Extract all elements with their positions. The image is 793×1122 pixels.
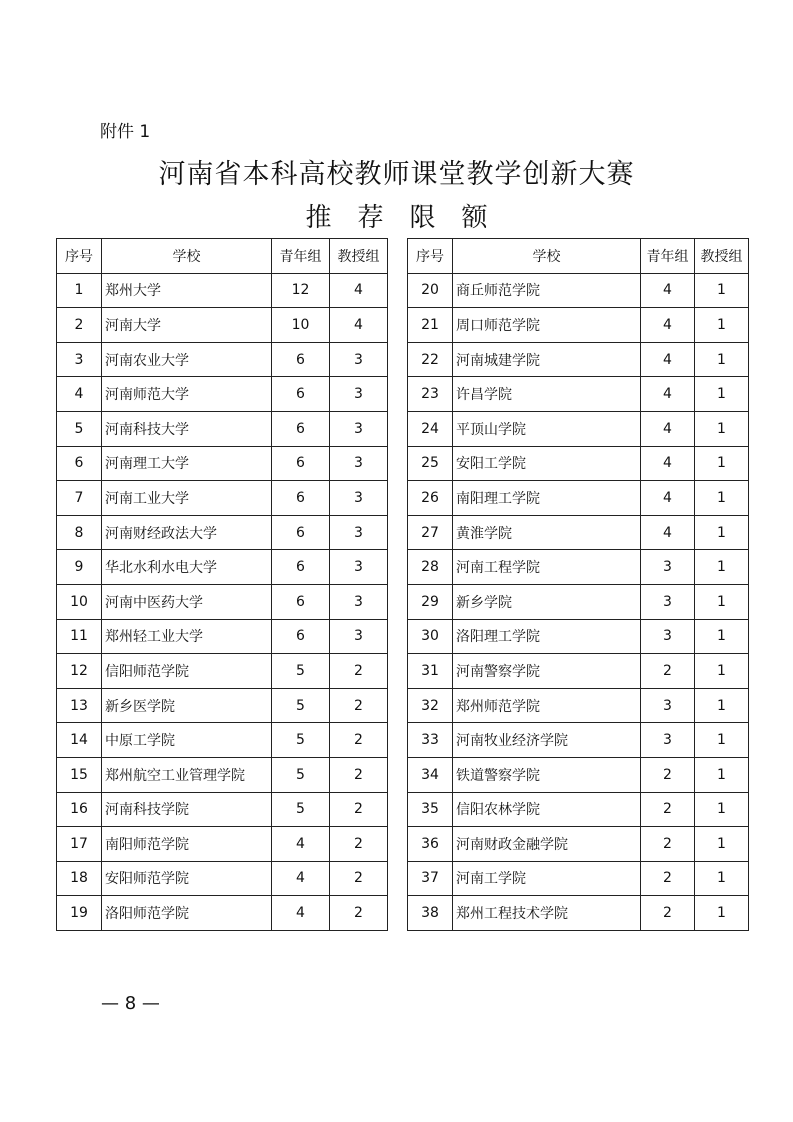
cell-youth: 5 <box>272 792 330 827</box>
table-row <box>408 792 749 827</box>
header-youth: 青年组 <box>272 239 330 274</box>
cell-school: 河南工学院 <box>453 861 641 896</box>
table-row <box>57 757 388 792</box>
cell-youth: 2 <box>641 654 695 689</box>
table-row <box>408 723 749 758</box>
cell-professor: 2 <box>330 688 388 723</box>
cell-index: 38 <box>408 896 453 931</box>
cell-school: 河南科技大学 <box>102 411 272 446</box>
cell-school: 安阳师范学院 <box>102 861 272 896</box>
cell-index: 15 <box>57 757 102 792</box>
cell-professor: 3 <box>330 411 388 446</box>
cell-school: 河南城建学院 <box>453 342 641 377</box>
cell-school: 河南农业大学 <box>102 342 272 377</box>
cell-youth: 4 <box>641 273 695 308</box>
cell-school: 郑州大学 <box>102 273 272 308</box>
table-row <box>57 827 388 862</box>
cell-index: 17 <box>57 827 102 862</box>
cell-index: 9 <box>57 550 102 585</box>
cell-professor: 1 <box>695 308 749 343</box>
cell-youth: 4 <box>641 411 695 446</box>
cell-professor: 3 <box>330 481 388 516</box>
cell-youth: 4 <box>641 446 695 481</box>
table-row <box>57 342 388 377</box>
cell-index: 2 <box>57 308 102 343</box>
quota-table-right <box>407 238 749 931</box>
cell-school: 河南财经政法大学 <box>102 515 272 550</box>
cell-youth: 6 <box>272 377 330 412</box>
table-row <box>57 377 388 412</box>
document-title: 河南省本科高校教师课堂教学创新大赛 <box>158 159 635 190</box>
cell-school: 华北水利水电大学 <box>102 550 272 585</box>
cell-professor: 1 <box>695 688 749 723</box>
cell-youth: 6 <box>272 446 330 481</box>
cell-youth: 4 <box>272 827 330 862</box>
cell-youth: 2 <box>641 861 695 896</box>
cell-school: 安阳工学院 <box>453 446 641 481</box>
table-row <box>408 308 749 343</box>
cell-school: 中原工学院 <box>102 723 272 758</box>
cell-professor: 1 <box>695 723 749 758</box>
cell-professor: 1 <box>695 757 749 792</box>
cell-professor: 1 <box>695 550 749 585</box>
cell-professor: 1 <box>695 654 749 689</box>
cell-youth: 3 <box>641 688 695 723</box>
cell-professor: 2 <box>330 792 388 827</box>
cell-index: 30 <box>408 619 453 654</box>
cell-index: 8 <box>57 515 102 550</box>
cell-index: 19 <box>57 896 102 931</box>
table-row <box>57 515 388 550</box>
cell-professor: 4 <box>330 273 388 308</box>
header-school: 学校 <box>102 239 272 274</box>
cell-index: 22 <box>408 342 453 377</box>
cell-school: 洛阳师范学院 <box>102 896 272 931</box>
cell-youth: 4 <box>641 342 695 377</box>
cell-index: 27 <box>408 515 453 550</box>
cell-professor: 3 <box>330 619 388 654</box>
table-body-right <box>408 273 749 930</box>
cell-professor: 1 <box>695 377 749 412</box>
table-header-row <box>57 239 388 274</box>
cell-youth: 6 <box>272 550 330 585</box>
cell-professor: 3 <box>330 342 388 377</box>
cell-youth: 2 <box>641 827 695 862</box>
table-row <box>57 723 388 758</box>
cell-index: 34 <box>408 757 453 792</box>
table-row <box>408 273 749 308</box>
cell-school: 郑州师范学院 <box>453 688 641 723</box>
table-row <box>57 654 388 689</box>
cell-index: 6 <box>57 446 102 481</box>
cell-youth: 3 <box>641 550 695 585</box>
cell-school: 商丘师范学院 <box>453 273 641 308</box>
table-row <box>57 896 388 931</box>
cell-professor: 3 <box>330 515 388 550</box>
table-row <box>57 481 388 516</box>
cell-youth: 6 <box>272 584 330 619</box>
cell-professor: 1 <box>695 792 749 827</box>
cell-professor: 1 <box>695 584 749 619</box>
cell-professor: 1 <box>695 827 749 862</box>
cell-professor: 1 <box>695 411 749 446</box>
cell-youth: 3 <box>641 723 695 758</box>
table-row <box>57 861 388 896</box>
cell-index: 1 <box>57 273 102 308</box>
header-professor: 教授组 <box>330 239 388 274</box>
cell-youth: 4 <box>272 896 330 931</box>
table-body-left <box>57 273 388 930</box>
table-row <box>408 757 749 792</box>
cell-school: 郑州航空工业管理学院 <box>102 757 272 792</box>
cell-school: 河南中医药大学 <box>102 584 272 619</box>
cell-index: 3 <box>57 342 102 377</box>
cell-index: 16 <box>57 792 102 827</box>
cell-index: 21 <box>408 308 453 343</box>
cell-school: 新乡医学院 <box>102 688 272 723</box>
cell-youth: 4 <box>272 861 330 896</box>
cell-index: 31 <box>408 654 453 689</box>
cell-youth: 6 <box>272 411 330 446</box>
cell-youth: 4 <box>641 377 695 412</box>
cell-professor: 2 <box>330 896 388 931</box>
table-row <box>408 515 749 550</box>
cell-school: 许昌学院 <box>453 377 641 412</box>
cell-index: 29 <box>408 584 453 619</box>
cell-school: 河南财政金融学院 <box>453 827 641 862</box>
document-subtitle: 推荐限额 <box>305 203 514 233</box>
cell-index: 37 <box>408 861 453 896</box>
header-professor: 教授组 <box>695 239 749 274</box>
table-row <box>408 411 749 446</box>
cell-index: 20 <box>408 273 453 308</box>
table-row <box>408 481 749 516</box>
cell-school: 新乡学院 <box>453 584 641 619</box>
cell-youth: 4 <box>641 308 695 343</box>
table-row <box>57 584 388 619</box>
cell-index: 36 <box>408 827 453 862</box>
cell-professor: 2 <box>330 723 388 758</box>
cell-youth: 2 <box>641 757 695 792</box>
cell-youth: 2 <box>641 792 695 827</box>
cell-index: 7 <box>57 481 102 516</box>
cell-youth: 5 <box>272 757 330 792</box>
cell-index: 28 <box>408 550 453 585</box>
cell-professor: 1 <box>695 342 749 377</box>
cell-index: 10 <box>57 584 102 619</box>
table-row <box>57 688 388 723</box>
cell-index: 32 <box>408 688 453 723</box>
cell-school: 周口师范学院 <box>453 308 641 343</box>
cell-school: 黄淮学院 <box>453 515 641 550</box>
cell-youth: 6 <box>272 619 330 654</box>
cell-school: 铁道警察学院 <box>453 757 641 792</box>
cell-index: 18 <box>57 861 102 896</box>
cell-index: 4 <box>57 377 102 412</box>
table-row <box>57 411 388 446</box>
cell-professor: 1 <box>695 619 749 654</box>
cell-professor: 2 <box>330 827 388 862</box>
table-row <box>408 446 749 481</box>
cell-index: 26 <box>408 481 453 516</box>
cell-professor: 4 <box>330 308 388 343</box>
cell-index: 12 <box>57 654 102 689</box>
cell-youth: 3 <box>641 584 695 619</box>
cell-school: 河南理工大学 <box>102 446 272 481</box>
cell-index: 25 <box>408 446 453 481</box>
cell-professor: 3 <box>330 550 388 585</box>
cell-youth: 6 <box>272 481 330 516</box>
table-row <box>408 896 749 931</box>
cell-school: 洛阳理工学院 <box>453 619 641 654</box>
cell-professor: 1 <box>695 446 749 481</box>
table-row <box>408 688 749 723</box>
cell-index: 24 <box>408 411 453 446</box>
attachment-label: 附件 1 <box>100 122 151 142</box>
header-school: 学校 <box>453 239 641 274</box>
cell-youth: 5 <box>272 654 330 689</box>
cell-school: 河南大学 <box>102 308 272 343</box>
cell-youth: 4 <box>641 481 695 516</box>
table-row <box>408 342 749 377</box>
cell-school: 河南工业大学 <box>102 481 272 516</box>
cell-school: 河南工程学院 <box>453 550 641 585</box>
cell-youth: 2 <box>641 896 695 931</box>
header-youth: 青年组 <box>641 239 695 274</box>
cell-professor: 1 <box>695 481 749 516</box>
cell-school: 河南科技学院 <box>102 792 272 827</box>
table-row <box>57 619 388 654</box>
cell-professor: 1 <box>695 861 749 896</box>
table-row <box>408 584 749 619</box>
cell-youth: 6 <box>272 342 330 377</box>
cell-professor: 2 <box>330 861 388 896</box>
cell-youth: 5 <box>272 688 330 723</box>
cell-youth: 6 <box>272 515 330 550</box>
table-row <box>408 861 749 896</box>
cell-index: 11 <box>57 619 102 654</box>
cell-youth: 10 <box>272 308 330 343</box>
cell-professor: 2 <box>330 757 388 792</box>
cell-index: 23 <box>408 377 453 412</box>
table-row <box>57 308 388 343</box>
cell-professor: 1 <box>695 515 749 550</box>
cell-index: 33 <box>408 723 453 758</box>
cell-school: 南阳师范学院 <box>102 827 272 862</box>
table-row <box>408 377 749 412</box>
cell-school: 信阳师范学院 <box>102 654 272 689</box>
table-header-row <box>408 239 749 274</box>
quota-table-left <box>56 238 388 931</box>
page-number: — 8 — <box>101 993 160 1014</box>
cell-youth: 3 <box>641 619 695 654</box>
header-index: 序号 <box>57 239 102 274</box>
table-row <box>408 550 749 585</box>
cell-professor: 3 <box>330 377 388 412</box>
cell-index: 14 <box>57 723 102 758</box>
table-row <box>57 446 388 481</box>
table-row <box>408 827 749 862</box>
cell-index: 13 <box>57 688 102 723</box>
cell-professor: 1 <box>695 896 749 931</box>
cell-school: 郑州工程技术学院 <box>453 896 641 931</box>
table-row <box>408 619 749 654</box>
cell-index: 35 <box>408 792 453 827</box>
cell-school: 平顶山学院 <box>453 411 641 446</box>
cell-school: 河南警察学院 <box>453 654 641 689</box>
cell-school: 河南牧业经济学院 <box>453 723 641 758</box>
cell-school: 河南师范大学 <box>102 377 272 412</box>
cell-youth: 4 <box>641 515 695 550</box>
header-index: 序号 <box>408 239 453 274</box>
cell-youth: 12 <box>272 273 330 308</box>
table-row <box>57 550 388 585</box>
cell-index: 5 <box>57 411 102 446</box>
table-row <box>57 273 388 308</box>
cell-professor: 3 <box>330 446 388 481</box>
cell-school: 南阳理工学院 <box>453 481 641 516</box>
cell-youth: 5 <box>272 723 330 758</box>
cell-school: 信阳农林学院 <box>453 792 641 827</box>
cell-professor: 3 <box>330 584 388 619</box>
cell-professor: 2 <box>330 654 388 689</box>
table-row <box>57 792 388 827</box>
cell-professor: 1 <box>695 273 749 308</box>
cell-school: 郑州轻工业大学 <box>102 619 272 654</box>
table-row <box>408 654 749 689</box>
